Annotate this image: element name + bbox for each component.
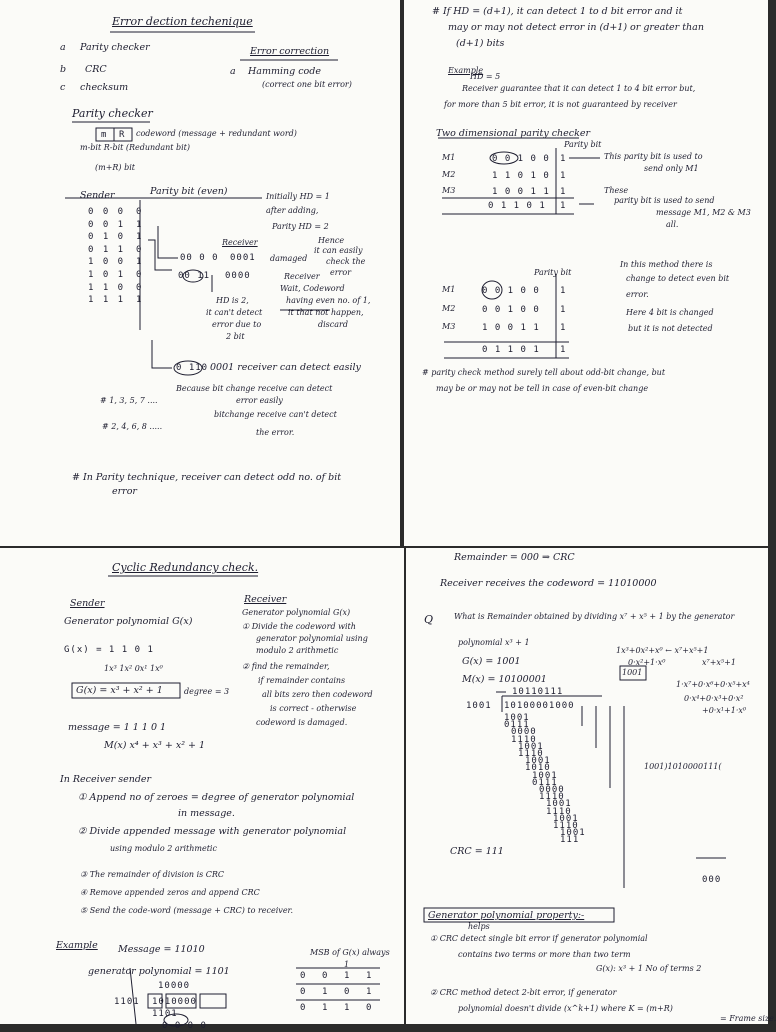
gen-poly-property: Generator polynomial property:- — [428, 910, 585, 921]
conclusion-1: # In Parity technique, receiver can detect odd no. of bit — [72, 472, 342, 483]
division-row: 0111 — [532, 777, 558, 788]
property-2c: = Frame size. — [720, 1014, 776, 1023]
row2-m1-parity: 1 — [560, 286, 567, 296]
hd-is-4: 2 bit — [226, 332, 245, 341]
codeword-length: (m+R) bit — [95, 163, 135, 172]
parity-bits-column — [136, 206, 143, 307]
row2-m2-label: M2 — [442, 304, 456, 313]
gx-formula: G(x) = x³ + x² + 1 — [76, 685, 163, 696]
row2-m3-parity: 1 — [560, 323, 567, 333]
gen-poly-label: Generator polynomial G(x) — [64, 616, 193, 627]
row-m2-label: M2 — [442, 170, 456, 179]
note-b-4: all. — [666, 220, 679, 229]
sender-bits-row: 0 0 0 — [88, 207, 126, 217]
technique-marker-b: b — [60, 64, 67, 75]
division-row: 1001 — [532, 770, 558, 781]
division-row: 1001 — [560, 828, 586, 839]
division-row: 1001 — [553, 813, 579, 824]
property-2b: polynomial doesn't divide (x^k+1) where K = (m+R) — [458, 1004, 673, 1013]
method-note-2: change to detect even bit — [626, 274, 730, 283]
xor-table-cell: 1 — [322, 1003, 329, 1013]
division-row: 1110 — [511, 734, 537, 745]
hence-3: check the — [326, 257, 366, 266]
mx-line: M(x) x⁴ + x³ + x² + 1 — [104, 740, 206, 751]
column-parity-corner: 1 — [560, 201, 567, 211]
sender-bits-row: 0 1 1 — [88, 244, 126, 255]
step-4: ④ Remove appended zeros and append CRC — [80, 888, 260, 897]
error-correction-heading: Error correction — [250, 46, 330, 57]
hd-is-3: error due to — [212, 320, 262, 329]
row-m1-parity: 1 — [560, 154, 567, 164]
conclusion-2: error — [112, 486, 137, 497]
receiver-label: Receiver — [222, 238, 258, 247]
example-text-1: Receiver guarantee that it can detect 1 to 4 bit error but, — [462, 84, 696, 93]
sender-bits-row: 0 0 1 — [88, 219, 126, 230]
even-note-2: the error. — [256, 428, 295, 437]
recv-step-8: codeword is damaged. — [256, 718, 348, 727]
recv-step-1: ① Divide the codeword with — [242, 622, 356, 631]
poly-work-5: 1·x⁷+0·x⁶+0·x⁵+x⁴ — [676, 680, 750, 689]
receiver-case-3-out: 0001 receiver can detect easily — [210, 362, 361, 373]
example-label: Example — [448, 66, 484, 75]
long-div-divisor: 1001 — [466, 701, 492, 711]
step-5: ⑤ Send the code-word (message + CRC) to receiver. — [80, 906, 294, 915]
receiver-note-1: Receiver — [284, 272, 320, 281]
receiver-case-1-out: 0001 — [230, 253, 256, 263]
codeword-cell-m: m — [101, 130, 108, 140]
sender-bits-row: 1 0 1 — [88, 269, 126, 280]
technique-marker-a: a — [60, 42, 66, 53]
odd-note-1: Because bit change receive can detect — [176, 384, 333, 393]
row-m1-label: M1 — [442, 153, 456, 162]
msb-value: 1 — [344, 960, 350, 969]
xor-table-cell: 0 — [300, 987, 307, 997]
msb-note: MSB of G(x) always — [310, 948, 390, 957]
step-1b: in message. — [178, 808, 235, 819]
step-2b: using modulo 2 arithmetic — [110, 844, 217, 853]
parity-bit-label-2: Parity bit — [534, 268, 572, 277]
notebook-page-3 — [0, 548, 404, 1031]
parity-bit-value: 1 — [136, 295, 144, 306]
division-row: 1010 — [525, 763, 551, 774]
notebook-page-4 — [406, 548, 776, 1024]
division-row: 1001 — [525, 756, 551, 767]
receiver-sender-heading: In Receiver sender — [60, 774, 152, 785]
hence-1: Hence — [318, 236, 345, 245]
message-line: message = 1 1 1 0 1 — [68, 722, 167, 733]
xor-table-cell: 0 — [366, 1003, 373, 1013]
technique-crc: CRC — [85, 64, 107, 75]
division-row: 1001 — [518, 741, 544, 752]
division-row: 1001 — [504, 713, 530, 723]
degree-label: degree = 3 — [184, 687, 230, 696]
side-calc: 1001)1010000111( — [644, 762, 722, 771]
receiver-heading: Receiver — [244, 594, 287, 605]
parity-bit-value: 0 — [136, 269, 144, 280]
division-row: 111 — [560, 835, 580, 846]
receiver-note-3: having even no. of 1, — [286, 296, 371, 305]
division-row: 0111 — [504, 720, 530, 731]
recv-step-4: ② find the remainder, — [242, 662, 330, 671]
example-dividend: 1010000 — [152, 997, 197, 1007]
division-row: 1001 — [546, 799, 572, 810]
division-row: 1110 — [546, 806, 572, 817]
receiver-case-2: 00 11 — [178, 271, 211, 281]
hamming-marker: a — [230, 66, 236, 77]
property-2a: ② CRC method detect 2-bit error, if generator — [430, 988, 617, 997]
parity-bit-value: 0 — [136, 207, 144, 217]
crc-result: CRC = 111 — [450, 846, 504, 857]
xor-table-cell: 1 — [366, 971, 373, 981]
example-row-3: 0 0 0 0 — [162, 1021, 207, 1031]
row-m3-label: M3 — [442, 186, 456, 195]
xor-table-cell: 0 — [300, 971, 307, 981]
sender-bits-row: 1 0 0 — [88, 257, 126, 268]
row-m2-parity: 1 — [560, 171, 567, 181]
odd-list: # 1, 3, 5, 7 .... — [100, 396, 158, 405]
property-1b: contains two terms or more than two term — [458, 950, 631, 959]
division-row: 1110 — [539, 792, 565, 803]
row2-m2-parity: 1 — [560, 305, 567, 315]
division-row: 1110 — [553, 821, 579, 831]
note-b-2: parity bit is used to send — [614, 196, 715, 205]
example-divisor: 1101 — [114, 997, 140, 1007]
parity-bit-label: Parity bit — [564, 140, 602, 149]
receiver-note-5: discard — [318, 320, 348, 329]
row-m1-bits: 0 0 1 0 0 — [492, 154, 550, 164]
example-quotient: 10000 — [158, 981, 191, 991]
xor-table-cell: 0 — [300, 1003, 307, 1013]
receiver-note-2: Wait, Codeword — [280, 284, 345, 293]
parity-bit-value: 0 — [136, 282, 144, 293]
page2-drawings — [404, 0, 768, 546]
poly-work-1: 1x³+0x²+x⁰ ← x⁷+x⁵+1 — [616, 646, 709, 655]
xor-table-cell: 1 — [344, 1003, 351, 1013]
property-1c: G(x): x³ + 1 No of terms 2 — [596, 964, 702, 973]
even-list: # 2, 4, 6, 8 ..... — [102, 422, 163, 431]
column-parity-corner-2: 1 — [560, 345, 567, 355]
recv-step-5: if remainder contains — [258, 676, 346, 685]
sender-bits-row: 0 1 0 — [88, 232, 126, 243]
division-row: 0000 — [539, 785, 565, 795]
receiver-note-4: it that not happen, — [288, 308, 364, 317]
column-parity-row-2: 0 1 1 0 1 — [482, 345, 540, 355]
sender-bits-row: 1 1 0 — [88, 282, 126, 293]
hamming-code: Hamming code — [248, 66, 321, 77]
hd-is-2: it can't detect — [206, 308, 263, 317]
method-note-3: error. — [626, 290, 649, 299]
hd-line-3: (d+1) bits — [456, 38, 505, 49]
parity-column-header: Parity bit (even) — [150, 186, 228, 197]
row2-m1-bits: 0 0 1 0 0 — [482, 286, 540, 296]
example-hd: HD = 5 — [470, 72, 501, 81]
example-message: Message = 11010 — [118, 944, 205, 955]
example-text-2: for more than 5 bit error, it is not guaranteed by receiver — [444, 100, 677, 109]
hd-line-2: may or may not detect error in (d+1) or greater than — [448, 22, 704, 33]
receiver-case-3: 0 110 — [176, 363, 209, 373]
poly-work-6: 0·x⁴+0·x³+0·x² — [684, 694, 744, 703]
page1-title: Error dection techenique — [112, 15, 253, 28]
hd-note-3: Parity HD = 2 — [272, 222, 329, 231]
even-note-1: bitchange receive can't detect — [214, 410, 337, 419]
xor-table-cell: 0 — [344, 987, 351, 997]
codeword-sub: m-bit R-bit (Redundant bit) — [80, 143, 191, 152]
receiver-case-2-out: 0000 — [225, 271, 251, 281]
column-parity-row: 0 1 1 0 1 — [488, 201, 546, 211]
row-m3-bits: 1 0 0 1 1 — [492, 187, 550, 197]
poly-work-2: 0·x²+1·x⁰ — [628, 658, 666, 667]
notebook-page-2 — [404, 0, 768, 546]
xor-table-cell: 1 — [366, 987, 373, 997]
poly-work-4: x⁷+x⁵+1 — [702, 658, 736, 667]
crc-title: Cyclic Redundancy check. — [112, 561, 259, 574]
step-3: ③ The remainder of division is CRC — [80, 870, 225, 879]
row2-m3-bits: 1 0 0 1 1 — [482, 323, 540, 333]
step-2a: ② Divide appended message with generator polynomial — [78, 826, 347, 837]
parity-bit-value: 1 — [136, 232, 144, 243]
xor-table-cell: 1 — [344, 971, 351, 981]
example-row-2: 1101 — [152, 1009, 178, 1019]
sender-bits-row: 1 1 1 — [88, 295, 126, 306]
example-generator: generator polynomial = 1101 — [88, 966, 230, 977]
g-of-x: G(x) = 1001 — [462, 656, 521, 667]
sender-column-header: Sender — [80, 190, 115, 201]
receiver-case-1: 00 0 0 — [180, 253, 219, 263]
parity-bit-value: 0 — [136, 244, 144, 255]
row2-m3-label: M3 — [442, 322, 456, 331]
note-b-1: These — [604, 186, 629, 195]
hamming-note: (correct one bit error) — [262, 80, 352, 89]
xor-table-cell: 0 — [322, 971, 329, 981]
two-dim-heading: Two dimensional parity checker — [436, 128, 591, 139]
damaged-label: damaged — [270, 254, 308, 263]
triple-zero: 000 — [702, 875, 722, 885]
division-row: 0000 — [511, 727, 537, 738]
long-div-quotient: 10110111 — [512, 687, 564, 697]
codeword-cell-r: R — [119, 130, 126, 140]
odd-note-2: error easily — [236, 396, 283, 405]
long-div-dividend: 10100001000 — [504, 701, 575, 711]
technique-parity: Parity checker — [80, 42, 150, 53]
hd-note-2: after adding, — [266, 206, 319, 215]
recv-step-6: all bits zero then codeword — [262, 690, 373, 699]
row2-m2-bits: 0 0 1 0 0 — [482, 305, 540, 315]
recv-step-2: generator polynomial using — [256, 634, 368, 643]
parity-bit-value: 1 — [136, 257, 144, 268]
method-note-4: Here 4 bit is changed — [626, 308, 714, 317]
row2-m1-label: M1 — [442, 285, 456, 294]
xor-table-cell: 1 — [322, 987, 329, 997]
notebook-page-1 — [0, 0, 400, 546]
summary-1: # parity check method surely tell about odd-bit change, but — [422, 368, 666, 377]
receiver-receives: Receiver receives the codeword = 11010000 — [440, 578, 657, 589]
gx-bits: G(x) = 1 1 0 1 — [64, 645, 154, 655]
question-marker: Q — [424, 613, 434, 626]
hence-2: it can easily — [314, 246, 363, 255]
method-note-1: In this method there is — [620, 260, 713, 269]
summary-2: may be or may not be tell in case of even-bit change — [436, 384, 649, 393]
method-note-5: but it is not detected — [628, 324, 713, 333]
remainder-line: Remainder = 000 ⇒ CRC — [454, 552, 575, 563]
recv-gen-poly: Generator polynomial G(x) — [242, 608, 351, 617]
recv-step-3: modulo 2 arithmetic — [256, 646, 339, 655]
question-line-2: polynomial x³ + 1 — [458, 638, 530, 647]
technique-marker-c: c — [60, 82, 66, 93]
row-m3-parity: 1 — [560, 187, 567, 197]
codeword-note: codeword (message + redundant word) — [136, 129, 297, 138]
helps-note: helps — [468, 922, 490, 931]
parity-bit-value: 1 — [136, 219, 144, 230]
step-1a: ① Append no of zeroes = degree of generator polynomial — [78, 792, 355, 803]
hd-is-1: HD is 2, — [216, 296, 249, 305]
hd-line-1: # If HD = (d+1), it can detect 1 to d bit error and it — [432, 6, 683, 17]
note-a-1: This parity bit is used to — [604, 152, 703, 161]
poly-work-3: 1001 — [622, 668, 643, 677]
technique-checksum: checksum — [80, 82, 129, 93]
parity-heading: Parity checker — [72, 107, 153, 120]
division-row: 1110 — [518, 749, 544, 759]
question-line-1: What is Remainder obtained by dividing x⁷ + x⁵ + 1 by the generator — [454, 612, 735, 621]
property-1a: ① CRC detect single bit error if generator polynomial — [430, 934, 648, 943]
recv-step-7: is correct - otherwise — [270, 704, 357, 713]
row-m2-bits: 1 1 0 1 0 — [492, 171, 550, 181]
example-heading: Example — [56, 940, 98, 951]
m-of-x: M(x) = 10100001 — [462, 674, 547, 685]
gx-terms: 1x³ 1x² 0x¹ 1x⁰ — [104, 664, 163, 673]
poly-work-7: +0·x¹+1·x⁰ — [702, 706, 747, 715]
sender-bits-column — [88, 206, 125, 307]
hd-note-1: Initially HD = 1 — [266, 192, 330, 201]
note-a-2: send only M1 — [644, 164, 699, 173]
hence-4: error — [330, 268, 352, 277]
sender-heading: Sender — [70, 598, 105, 609]
note-b-3: message M1, M2 & M3 — [656, 208, 751, 217]
